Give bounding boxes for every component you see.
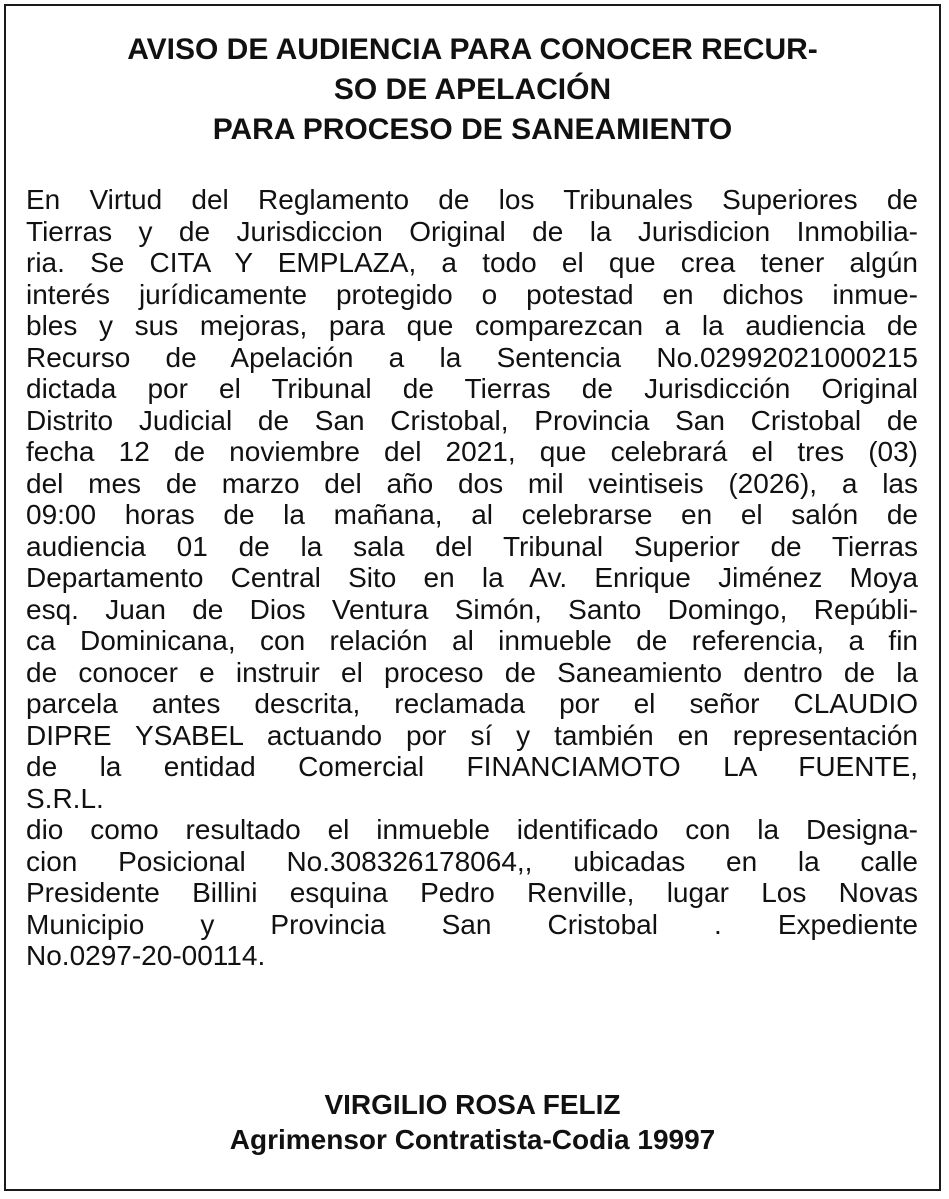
signatory-role: Agrimensor Contratista-Codia 19997 [229, 1124, 716, 1155]
text-line: de la entidad Comercial FINANCIAMOTO LA FUENTE, [26, 751, 918, 782]
notice-title [0, 30, 945, 150]
title-line-3: PARA PROCESO DE SANEAMIENTO [212, 113, 733, 146]
text-line: fecha 12 de noviembre del 2021, que celebrará el tres (03) [26, 436, 918, 467]
text-line: Presidente Billini esquina Pedro Renville, lugar Los Novas [26, 877, 918, 908]
text-line: ca Dominicana, con relación al inmueble de referencia, a fin [26, 625, 918, 656]
text-line: esq. Juan de Dios Ventura Simón, Santo Domingo, Repúbli- [26, 593, 918, 625]
text-line: S.R.L. [26, 782, 104, 814]
text-line: Recurso de Apelación a la Sentencia No.02992021000215 [26, 341, 918, 373]
text-line: Departamento Central Sito en la Av. Enrique Jiménez Moya [26, 562, 918, 593]
text-line: Municipio y Provincia San Cristobal . Expediente [26, 908, 918, 940]
paragraph-property [26, 814, 918, 972]
text-line: 09:00 horas de la mañana, al celebrarse en el salón de [26, 499, 918, 530]
text-line: DIPRE YSABEL actuando por sí y también en representación [26, 719, 918, 751]
notice-body [26, 184, 918, 972]
text-line: dio como resultado el inmueble identificado con la Designa- [26, 814, 918, 845]
text-line: No.0297-20-00114. [26, 940, 266, 971]
text-line: En Virtud del Reglamento de los Tribunales Superiores de [26, 184, 918, 215]
text-line: Tierras y de Jurisdiccion Original de la Jurisdicion Inmobilia- [26, 215, 918, 247]
paragraph-summons [26, 184, 918, 814]
text-line: audiencia 01 de la sala del Tribunal Superior de Tierras [26, 530, 918, 562]
title-line-2: SO DE APELACIÓN [333, 73, 612, 106]
text-line: interés jurídicamente protegido o potestad en dichos inmue- [26, 278, 918, 310]
text-line: parcela antes descrita, reclamada por el señor CLAUDIO [26, 688, 918, 719]
text-line: Distrito Judicial de San Cristobal, Provincia San Cristobal de [26, 404, 918, 436]
text-line: cion Posicional No.308326178064,, ubicadas en la calle [26, 845, 918, 877]
text-line: de conocer e instruir el proceso de Saneamiento dentro de la [26, 656, 918, 688]
text-line: ria. Se CITA Y EMPLAZA, a todo el que crea tener algún [26, 247, 918, 278]
text-line: bles y sus mejoras, para que comparezcan a la audiencia de [26, 310, 918, 341]
signatory-name: VIRGILIO ROSA FELIZ [324, 1089, 621, 1120]
signature-block [0, 1087, 945, 1157]
text-line: dictada por el Tribunal de Tierras de Jurisdicción Original [26, 373, 918, 404]
title-line-1: AVISO DE AUDIENCIA PARA CONOCER RECUR- [127, 33, 818, 66]
text-line: del mes de marzo del año dos mil veintiseis (2026), a las [26, 467, 918, 499]
